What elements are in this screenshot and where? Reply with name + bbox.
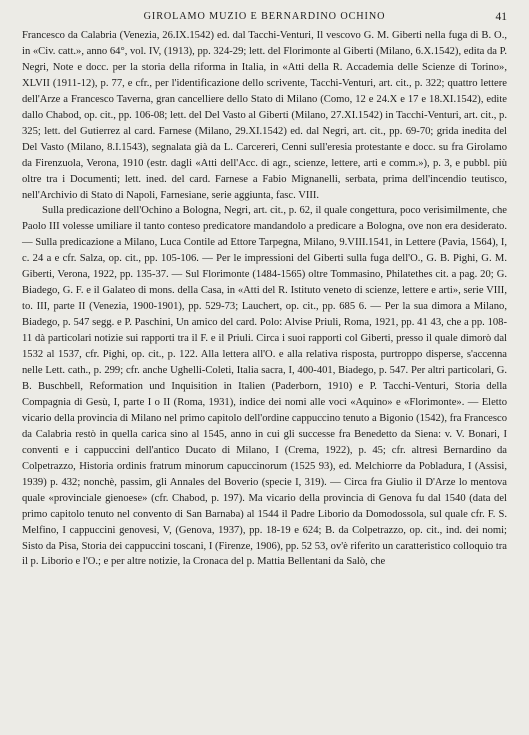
page-number: 41 [495, 11, 507, 23]
page-header [22, 9, 507, 25]
paragraph: Sulla predicazione dell'Ochino a Bologna, Negri, art. cit., p. 62, il quale congettura, poco verisimilmente, che Paolo III volesse umiliare il tanto conteso predicatore mandandolo a predicare a Bologna, ove non era desiderato. — Sulla predicazione a Milano, Luca Contile ad Ettore Tarpegna, Milano, 9.VIII.1541, in Lettere (Pavia, 1564), I, c. 24 a e cfr. Salza, op. cit., pp. 105-106. — Per le impressioni del Giberti sulla fuga dell'O., G. B. Pighi, G. M. Giberti, Verona, 1922, pp. 135-37. — Sul Florimonte (1484-1565) oltre Tommasino, Philatethes cit. a pag. 20; G. Biadego, G. F. e il Galateo di mons. della Casa, in «Atti del R. Istituto veneto di scienze, lettere e arti», serie VIII, to. III, parte II (Venezia, 1900-1901), pp. 529-73; Lauchert, op. cit., pp. 685 6. — Per la sua dimora a Milano, Biadego, p. 547 segg. e P. Paschini, Un amico del card. Polo: Alvise Priuli, Roma, 1921, pp. 41 43, che a pp. 108-11 dà particolari notizie sui rapporti tra il F. e il Priuli. Circa i suoi rapporti col Giberti, presso il quale dimorò dal 1532 al 1537, cfr. Pighi, op. cit., p. 122. Alla lettera all'O. e alla relativa risposta, purtroppo disperse, s'accenna nelle Lett. cath., p. 299; cfr. anche Ughelli-Coleti, Italia sacra, I, 400-401, Biadego, p. 547. Per altri particolari, G. B. Buschbell, Reformation und Inquisition in Italien (Paderborn, 1910) e P. Tacchi-Venturi, Storia della Compagnia di Gesù, I, parte I o II (Roma, 1931), indice dei nomi alle voci «Aquino» e «Florimonte». — Eletto vicario della provincia di Milano nel primo capitolo dell'ordine cappuccino tenuto a Bigonio (1542), fra Francesco da Calabria restò in quella carica sino al 1545, anno in cui gli successe fra Benedetto da Siena: v. V. Bonari, I conventi e i cappuccini dell'antico Ducato di Milano, I (Crema, 1922), p. 45; cfr. altresì Bernardino da Colpetrazzo, Historia ordinis fratrum minorum capuccinorum (1525 93), ed. Melchiorre da Pobladura, I (Assisi, 1939) p. 432; nonchè, passim, gli Annales del Boverio (specie I, 319). — Circa fra Giulio il D'Arze lo mentova quale «provinciale gienoese» (cfr. Chabod, p. 197). Ma vicario della provincia di Genova fu dal 1540 (data del primo capitolo tenuto nel convento di San Barnaba) al 1544 il Padre Liborio da Domodossola, sul quale cfr. F. S. Melfino, I cappuccini genovesi, V, (Genova, 1937), pp. 18-19 e 624; B. da Colpetrazzo, op. cit., ind. dei nomi; Sisto da Pisa, Storia dei cappuccini toscani, I (Firenze, 1906), pp. 52 53, ov'è riferito un caratteristico colloquio tra il p. Liborio e l'O.; e per altre notizie, la Cronaca del p. Mattia Bellentani da Salò, che [22, 205, 507, 568]
running-title: GIROLAMO MUZIO E BERNARDINO OCHINO [143, 11, 386, 22]
paragraph: Francesco da Calabria (Venezia, 26.IX.1542) ed. dal Tacchi-Venturi, Il vescovo G. M. Giberti nella fuga di B. O., in «Civ. catt.», anno 64°, vol. IV, (1913), pp. 324-29; lett. del Florimonte al Giberti (Milano, 6.X.1542), edita da P. Negri, Note e docc. per la storia della riforma in Italia, in «Atti della R. Accademia delle Scienze di Torino», XLVII (1911-12), p. 77, e cfr., per l'identificazione dello scrivente, Tacchi-Venturi, art. cit., p. 322; quattro lettere dell'Arze a Francesco Taverna, gran cancelliere dello Stato di Milano (Como, 12 e 24.X e 17 e 18.XI.1542), edite dallo Chabod, op. cit., pp. 106-08; lett. del Del Vasto al Giberti (Milano, 27.XI.1542) in Tacchi-Venturi, art. cit., p. 325; lett. del Gutierrez al card. Farnese (Milano, 29.XI.1542) ed. dal Negri, art. cit., pp. 69-70; grida inedita del Del Vasto (Milano, 8.I.1543), segnalata già da L. Carcereri, Cenni sull'eresia protestante e docc. su fra Girolamo da Firenzuola, Verona, 1910 (estr. dagli «Atti dell'Acc. di agr., scienze, lettere, arti e comm.»), p. 3, e pubbl. più oltre tra i Documenti; lett. ined. del card. Farnese a Fabio Mignanelli, serbata, prima dell'incendio teutisco, nell'Archivio di Stato di Napoli, Farnesiane, serie aggiunta, fasc. VIII. [22, 30, 508, 201]
body-text [22, 28, 507, 570]
